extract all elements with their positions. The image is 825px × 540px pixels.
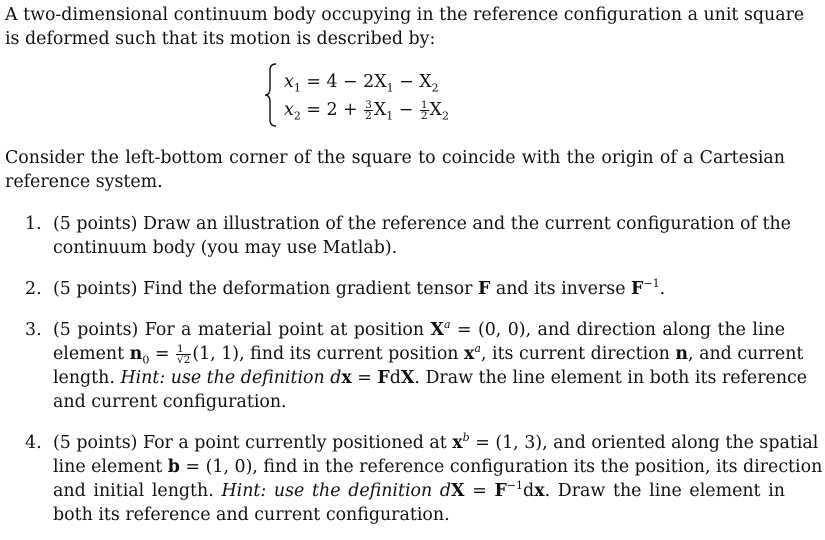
eq2-frac2-den: 2: [420, 110, 428, 122]
intro-paragraph: [5, 3, 805, 51]
eq2-lhs-sub: 2: [293, 109, 301, 123]
eq1-rhs-sub2: 2: [431, 81, 439, 95]
eq2-minus: −: [393, 100, 419, 120]
equation-x1: [284, 70, 439, 94]
question-4-number: 4.: [25, 433, 42, 453]
q3-n0: n: [129, 344, 143, 364]
q3-n0-sub: 0: [142, 353, 150, 367]
eq2-term1: X: [373, 100, 387, 120]
eq1-rhs: = 4 − 2X: [306, 72, 387, 92]
intro-line-2: is deformed such that its motion is described by:: [5, 29, 436, 49]
q4-Finv-sup: −1: [506, 479, 524, 493]
eq2-lhs: x: [284, 100, 294, 120]
eq2-frac1-den: 2: [365, 110, 372, 122]
eq2-term1-sub: 1: [386, 109, 394, 123]
q3-l2a: element: [53, 344, 130, 364]
q3-l2b: (1, 1), find its current position: [192, 344, 465, 364]
eq2-fraction-2: [420, 100, 429, 122]
q2-text-a: (5 points) Find the deformation gradient tensor: [53, 279, 478, 299]
q4-dx: x: [534, 481, 545, 501]
q4-line-3: [53, 479, 785, 503]
q3-fraction: [176, 344, 191, 366]
q1-line-2: continuum body (you may use Matlab).: [53, 238, 398, 258]
q4-l3eq: =: [464, 481, 495, 501]
q3-dx: x: [341, 368, 352, 388]
q3-d2: d: [389, 368, 401, 388]
question-1-number: 1.: [25, 214, 42, 234]
q3-l1a: (5 points) For a material point at position: [53, 320, 431, 340]
q3-xa-sup: a: [474, 342, 481, 356]
q4-l3end: . Draw the line element in: [544, 481, 785, 501]
q3-n: n: [675, 344, 689, 364]
question-3-number: 3.: [25, 320, 42, 340]
eq1-mid: − X: [393, 72, 432, 92]
q3-F: F: [377, 368, 390, 388]
context-paragraph: [5, 146, 785, 194]
q3-line-2: [53, 342, 804, 367]
q3-l3end: . Draw the line element in both its reference: [414, 368, 808, 388]
eq1-rhs-sub1: 1: [386, 81, 394, 95]
eq1-lhs: x: [284, 72, 294, 92]
q4-l2b: = (1, 0), find in the reference configuration its the position, its direction: [179, 457, 823, 477]
equation-x2: [284, 98, 449, 122]
q3-line-3: [53, 366, 808, 390]
intro-line-1: A two-dimensional continuum body occupying in the reference configuration a unit square: [5, 5, 805, 25]
q4-dX: X: [451, 481, 465, 501]
q4-d2: d: [523, 481, 535, 501]
context-line-1: Consider the left-bottom corner of the square to coincide with the origin of a Cartesian: [5, 148, 785, 168]
q2-text-b: and its inverse: [490, 279, 632, 299]
q4-Finv: F: [494, 481, 507, 501]
q4-line-2: [53, 455, 823, 479]
eq2-term2-sub: 2: [441, 109, 449, 123]
q2-tensor-Finv: F: [631, 279, 644, 299]
q3-l2eq: =: [149, 344, 175, 364]
q4-l1a: (5 points) For a point currently positioned at: [53, 433, 453, 453]
q3-frac-num: 1: [176, 344, 191, 356]
q3-hint: Hint: use the definition d: [120, 368, 342, 388]
q4-l1b: = (1, 3), and oriented along the spatial: [469, 433, 819, 453]
q3-l3eq: =: [351, 368, 378, 388]
q3-dX: X: [400, 368, 415, 388]
eq2-frac2-num: 1: [420, 98, 428, 111]
q2-tensor-F: F: [477, 279, 491, 299]
q2-line-1: [53, 277, 785, 301]
q4-xb: x: [452, 433, 463, 453]
q4-line-4: both its reference and current configuration.: [53, 505, 450, 525]
q4-xb-sup: b: [462, 431, 470, 445]
q3-xa: x: [464, 344, 475, 364]
q3-line-1: [53, 318, 785, 342]
motion-equations: [262, 62, 502, 128]
question-2-number: 2.: [25, 279, 42, 299]
q3-Xa-sup: a: [443, 318, 451, 332]
context-line-2: reference system.: [5, 172, 163, 192]
q4-l3a: and initial length.: [53, 481, 222, 501]
q4-hint: Hint: use the definition d: [221, 481, 452, 501]
q4-b: b: [167, 457, 180, 477]
q3-l2d: , and current: [688, 344, 804, 364]
q3-l3a: length.: [53, 368, 121, 388]
q3-l2c: , its current direction: [480, 344, 676, 364]
q4-line-1: [53, 431, 819, 455]
eq2-term2: X: [429, 100, 442, 120]
left-brace: [262, 62, 278, 128]
eq2-pre: = 2 +: [306, 100, 364, 120]
eq1-lhs-sub: 1: [293, 81, 301, 95]
q4-l2a: line element: [53, 457, 168, 477]
eq2-frac1-num: 3: [365, 98, 372, 111]
q3-l1b: = (0, 0), and direction along the line: [450, 320, 785, 340]
q3-frac-den: √2: [176, 354, 191, 366]
eq2-fraction-1: [364, 100, 373, 122]
q3-line-4: and current configuration.: [53, 392, 287, 412]
q1-line-1: (5 points) Draw an illustration of the reference and the current configuration of the: [53, 214, 791, 234]
q3-Xa: X: [430, 320, 444, 340]
q2-text-c: .: [659, 279, 666, 299]
q2-Finv-sup: −1: [643, 277, 660, 291]
